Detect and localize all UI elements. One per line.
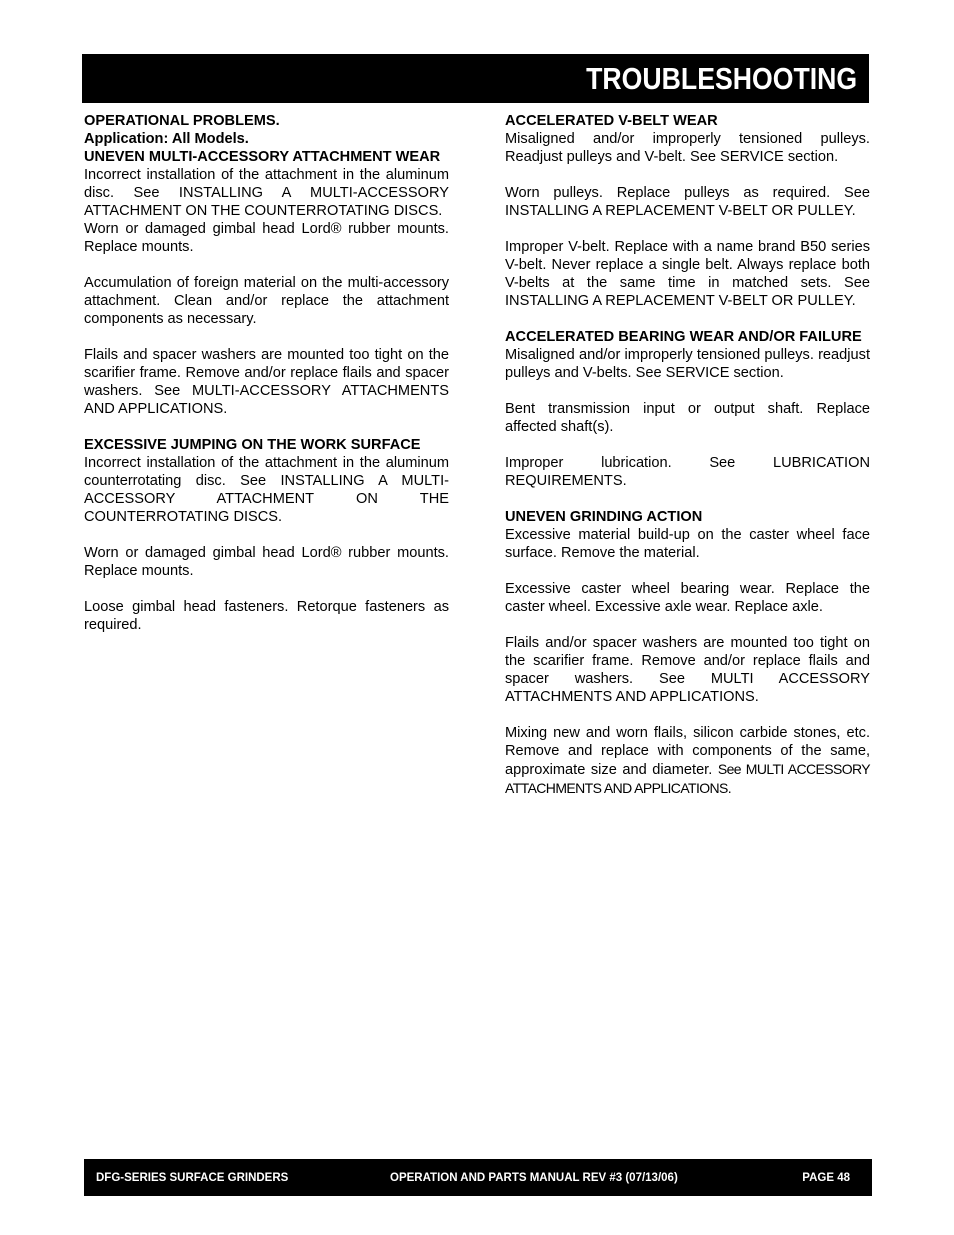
paragraph: Excessive material build-up on the caster wheel face surface. Remove the material.	[505, 527, 870, 561]
page-footer	[84, 1159, 872, 1196]
right-column	[505, 112, 870, 798]
cross-reference: See MULTI ACCESSORY ATTACHMENTS AND APPLICATIONS.	[505, 761, 870, 796]
intro-heading: OPERATIONAL PROBLEMS.	[84, 113, 280, 129]
paragraph: Flails and spacer washers are mounted too tight on the scarifier frame. Remove and/or replace flails and spacer washers. See MULTI-ACCESSORY ATTACHMENTS AND APPLICATIONS.	[84, 347, 449, 417]
paragraph: Worn or damaged gimbal head Lord® rubber mounts. Replace mounts.	[84, 545, 449, 579]
section-heading: ACCELERATED V-BELT WEAR	[505, 113, 718, 129]
paragraph: Misaligned and/or improperly tensioned pulleys. readjust pulleys and V-belts. See SERVICE section.	[505, 347, 870, 381]
section-heading: UNEVEN MULTI-ACCESSORY ATTACHMENT WEAR	[84, 149, 441, 165]
left-column	[84, 112, 449, 634]
section-heading: EXCESSIVE JUMPING ON THE WORK SURFACE	[84, 437, 421, 453]
paragraph-text: Mixing new and worn flails, silicon carbide stones, etc. Remove and replace with components of the same, approximate size and diameter.	[505, 725, 870, 778]
paragraph: Misaligned and/or improperly tensioned pulleys. Readjust pulleys and V-belt. See SERVICE section.	[505, 131, 870, 165]
paragraph: Loose gimbal head fasteners. Retorque fasteners as required.	[84, 599, 449, 633]
paragraph: Excessive caster wheel bearing wear. Replace the caster wheel. Excessive axle wear. Replace axle.	[505, 581, 870, 615]
paragraph: Worn pulleys. Replace pulleys as required. See INSTALLING A REPLACEMENT V-BELT OR PULLEY.	[505, 185, 870, 219]
paragraph: Worn or damaged gimbal head Lord® rubber mounts. Replace mounts.	[84, 221, 449, 255]
page-title: TROUBLESHOOTING	[585, 61, 857, 96]
paragraph: Bent transmission input or output shaft. Replace affected shaft(s).	[505, 401, 870, 435]
intro-subheading: Application: All Models.	[84, 131, 249, 147]
footer-product: DFG-SERIES SURFACE GRINDERS	[96, 1172, 289, 1184]
footer-manual: OPERATION AND PARTS MANUAL REV #3 (07/13/06)	[390, 1172, 678, 1184]
section-heading: UNEVEN GRINDING ACTION	[505, 509, 703, 525]
paragraph: Improper V-belt. Replace with a name brand B50 series V-belt. Never replace a single belt. Always replace both V-belts at the same time in matched sets. See INSTALLING A REPLACEMENT V-BELT OR PULLEY.	[505, 239, 870, 309]
footer-page-number: PAGE 48	[802, 1172, 850, 1184]
paragraph: Incorrect installation of the attachment in the aluminum counterrotating disc. See INSTALLING A MULTI- ACCESSORY ATTACHMENT ON THE COUNTERROTATING DISCS.	[84, 455, 449, 525]
paragraph: Incorrect installation of the attachment in the aluminum disc. See INSTALLING A MULTI-ACCESSORY ATTACHMENT ON THE COUNTERROTATING DISCS.	[84, 167, 449, 219]
page-header-banner	[82, 54, 869, 103]
section-heading: ACCELERATED BEARING WEAR AND/OR FAILURE	[505, 329, 862, 345]
paragraph: Improper lubrication. See LUBRICATION REQUIREMENTS.	[505, 455, 870, 489]
paragraph: Accumulation of foreign material on the multi-accessory attachment. Clean and/or replace the attachment components as necessary.	[84, 275, 449, 327]
paragraph	[505, 724, 870, 798]
paragraph: Flails and/or spacer washers are mounted too tight on the scarifier frame. Remove and/or replace flails and spacer washers. See MULTI ACCESSORY ATTACHMENTS AND APPLICATIONS.	[505, 635, 870, 705]
